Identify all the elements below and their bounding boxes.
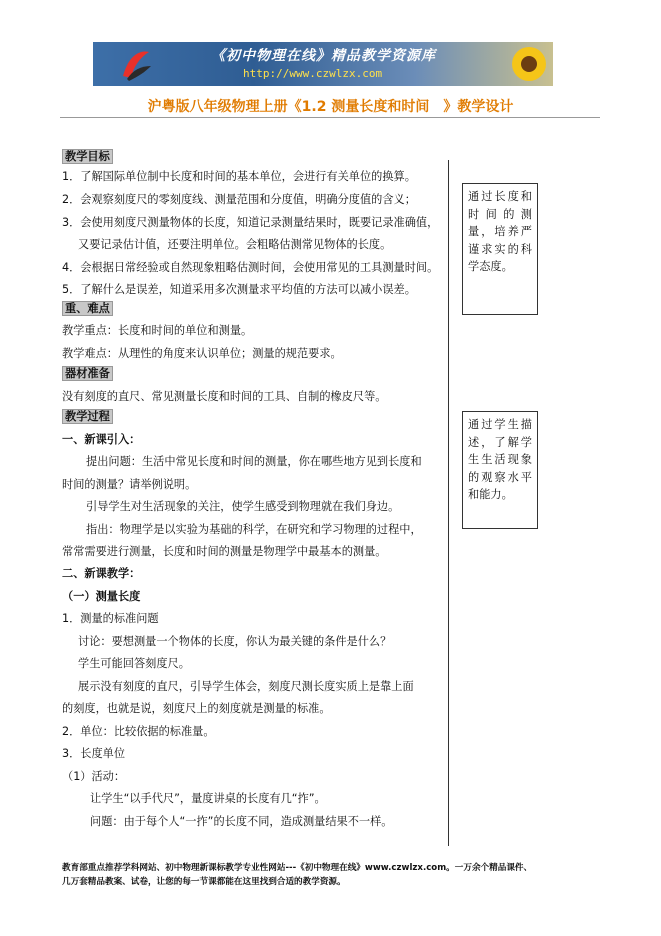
paragraph-line: 展示没有刻度的直尺，引导学生体会，刻度尺测长度实质上是靠上面 xyxy=(78,680,414,693)
page-footer xyxy=(62,861,602,889)
section-header-objectives: 教学目标 xyxy=(62,149,113,164)
header-banner xyxy=(93,42,553,86)
document-title: 沪粤版八年级物理上册《1.2 测量长度和时间 》教学设计 xyxy=(147,99,514,115)
new-lesson-title: 二、新课教学： xyxy=(62,567,141,580)
activity-title: （1）活动： xyxy=(62,770,126,783)
footer-line: 教育部重点推荐学科网站、初中物理新课标教学专业性网站---《初中物理在线》www.czwlzx.com。一万余个精品课件、 xyxy=(62,863,533,873)
paragraph-line: 时间的测量？请举例说明。 xyxy=(62,478,197,491)
key-point: 教学重点：长度和时间的单位和测量。 xyxy=(62,324,253,337)
objective-item: 4．会根据日常经验或自然现象粗略估测时间，会使用常见的工具测量时间。 xyxy=(62,261,439,274)
margin-divider xyxy=(448,160,449,846)
paragraph-line: 讨论：要想测量一个物体的长度，你认为最关键的条件是什么？ xyxy=(78,635,392,648)
objective-item: 又要记录估计值，还要注明单位。会粗略估测常见物体的长度。 xyxy=(78,238,392,251)
section-header-materials: 器材准备 xyxy=(62,366,113,381)
logo-icon xyxy=(119,46,153,82)
point-title: 3．长度单位 xyxy=(62,747,126,760)
subsection-title: （一）测量长度 xyxy=(62,590,141,603)
objective-item: 5．了解什么是误差，知道采用多次测量求平均值的方法可以减小误差。 xyxy=(62,283,416,296)
paragraph-line: 让学生“以手代尺”，量度讲桌的长度有几“拃”。 xyxy=(90,792,326,805)
point-title: 1．测量的标准问题 xyxy=(62,612,159,625)
paragraph-line: 常常需要进行测量，长度和时间的测量是物理学中最基本的测量。 xyxy=(62,545,387,558)
section-header-process: 教学过程 xyxy=(62,409,113,424)
paragraph-line: 提出问题：生活中常见长度和时间的测量，你在哪些地方见到长度和 xyxy=(86,455,422,468)
materials-text: 没有刻度的直尺、常见测量长度和时间的工具、自制的橡皮尺等。 xyxy=(62,390,387,403)
paragraph-line: 引导学生对生活现象的关注，使学生感受到物理就在我们身边。 xyxy=(86,500,400,513)
sunflower-icon xyxy=(509,44,549,84)
section-header-key: 重、难点 xyxy=(62,301,113,316)
difficulty-point: 教学难点：从理性的角度来认识单位；测量的规范要求。 xyxy=(62,347,342,360)
paragraph-line: 学生可能回答刻度尺。 xyxy=(78,657,190,670)
title-divider xyxy=(60,117,600,118)
banner-url[interactable]: http://www.czwlzx.com xyxy=(243,67,383,80)
point-title: 2．单位：比较依据的标准量。 xyxy=(62,725,215,738)
paragraph-line: 的刻度，也就是说，刻度尺上的刻度就是测量的标准。 xyxy=(62,702,331,715)
paragraph-line: 问题：由于每个人“一拃”的长度不同，造成测量结果不一样。 xyxy=(90,815,393,828)
footer-line: 几万套精品教案、试卷，让您的每一节课都能在这里找到合适的教学资源。 xyxy=(62,877,346,887)
margin-note-1: 通过长度和时间的测量，培养严谨求实的科学态度。 xyxy=(462,183,538,315)
objective-item: 2．会观察刻度尺的零刻度线、测量范围和分度值，明确分度值的含义； xyxy=(62,193,416,206)
paragraph-line: 指出：物理学是以实验为基础的科学，在研究和学习物理的过程中， xyxy=(86,523,422,536)
intro-title: 一、新课引入： xyxy=(62,433,141,446)
objective-item: 3．会使用刻度尺测量物体的长度，知道记录测量结果时，既要记录准确值， xyxy=(62,216,439,229)
objective-item: 1．了解国际单位制中长度和时间的基本单位，会进行有关单位的换算。 xyxy=(62,170,416,183)
margin-note-2: 通过学生描述，了解学生生活现象的观察水平和能力。 xyxy=(462,411,538,529)
banner-title: 《初中物理在线》精品教学资源库 xyxy=(211,48,436,64)
